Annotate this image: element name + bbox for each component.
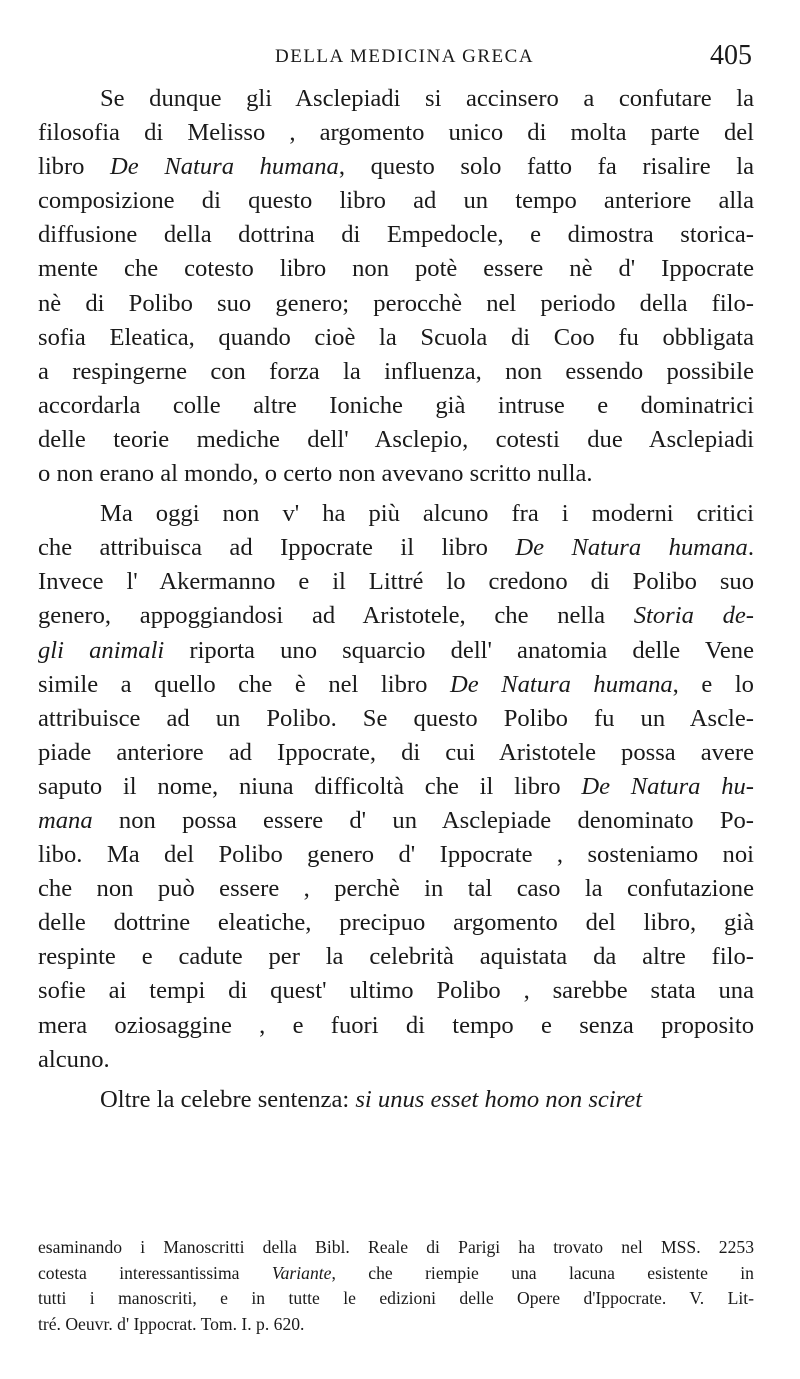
text-line: piade anteriore ad Ippocrate, di cui Aristotele possa avere bbox=[38, 738, 754, 766]
text-line: che non può essere , perchè in tal caso la confutazione bbox=[38, 875, 754, 903]
italic-title: Storia de- bbox=[633, 602, 754, 630]
text-segment: non possa essere d' un Asclepiade denominato Po- bbox=[92, 806, 754, 834]
text-segment: genero, appoggiandosi ad Aristotele, che nella bbox=[38, 602, 634, 630]
text-line: delle teorie mediche dell' Asclepio, cotesti due Asclepiadi bbox=[38, 425, 754, 453]
text-line bbox=[38, 1083, 754, 1117]
text-line: sofie ai tempi di quest' ultimo Polibo , sarebbe stata una bbox=[38, 977, 754, 1005]
italic-title: Variante bbox=[271, 1262, 332, 1283]
text-line: mente che cotesto libro non potè essere nè d' Ippocrate bbox=[38, 255, 754, 283]
text-line: mera oziosaggine , e fuori di tempo e senza proposito bbox=[38, 1011, 754, 1039]
italic-title: De Natura hu- bbox=[581, 772, 754, 800]
italic-title: mana bbox=[38, 806, 93, 834]
italic-title: gli animali bbox=[38, 636, 165, 664]
text-segment: cotesta interessantissima bbox=[38, 1262, 272, 1283]
text-segment: , che riempie una lacuna esistente in bbox=[331, 1262, 754, 1283]
text-line: nè di Polibo suo genero; perocchè nel periodo della filo- bbox=[38, 289, 754, 317]
text-line: accordarla colle altre Ioniche già intruse e dominatrici bbox=[38, 391, 754, 419]
body-text bbox=[38, 82, 754, 1117]
text-segment: riporta uno squarcio dell' anatomia delle Vene bbox=[164, 636, 754, 664]
text-segment: che attribuisca ad Ippocrate il libro bbox=[38, 534, 516, 562]
text-segment: . bbox=[747, 534, 754, 562]
text-line: Invece l' Akermanno e il Littré lo credono di Polibo suo bbox=[38, 568, 754, 596]
text-segment: simile a quello che è nel libro bbox=[38, 670, 450, 698]
text-line: libo. Ma del Polibo genero d' Ippocrate , sosteniamo noi bbox=[38, 841, 754, 869]
italic-title: De Natura humana bbox=[515, 534, 748, 562]
text-line bbox=[38, 531, 754, 565]
italic-title: si unus esset homo non sciret bbox=[355, 1085, 643, 1113]
italic-title: De Natura humana bbox=[449, 670, 673, 698]
text-line: respinte e cadute per la celebrità aquistata da altre filo- bbox=[38, 943, 754, 971]
text-line: esaminando i Manoscritti della Bibl. Reale di Parigi ha trovato nel MSS. 2253 bbox=[38, 1237, 754, 1257]
text-segment: Oltre la celebre sentenza: bbox=[100, 1085, 356, 1113]
footnote bbox=[38, 1235, 754, 1337]
text-line bbox=[38, 668, 754, 702]
italic-title: De Natura humana bbox=[110, 153, 339, 181]
text-line: alcuno. bbox=[38, 1045, 110, 1073]
running-head bbox=[0, 40, 800, 80]
text-line bbox=[38, 150, 754, 184]
text-line: Ma oggi non v' ha più alcuno fra i moderni critici bbox=[100, 500, 754, 528]
text-line: attribuisce ad un Polibo. Se questo Polibo fu un Ascle- bbox=[38, 704, 754, 732]
paragraph bbox=[38, 1083, 754, 1117]
text-segment: , e lo bbox=[672, 670, 754, 698]
text-segment: , questo solo fatto fa risalire la bbox=[338, 153, 754, 181]
text-segment: libro bbox=[38, 153, 111, 181]
text-line bbox=[38, 599, 754, 633]
text-line: filosofia di Melisso , argomento unico di molta parte del bbox=[38, 119, 754, 147]
text-line: o non erano al mondo, o certo non avevano scritto nulla. bbox=[38, 460, 593, 488]
text-line: delle dottrine eleatiche, precipuo argomento del libro, già bbox=[38, 909, 754, 937]
text-line bbox=[38, 634, 754, 668]
text-line bbox=[38, 1261, 754, 1287]
text-line: tutti i manoscriti, e in tutte le edizioni delle Opere d'Ippocrate. V. Lit- bbox=[38, 1288, 754, 1309]
text-line: sofia Eleatica, quando cioè la Scuola di Coo fu obbligata bbox=[38, 323, 754, 351]
text-line: a respingerne con forza la influenza, non essendo possibile bbox=[38, 357, 754, 385]
running-title: DELLA MEDICINA GRECA bbox=[275, 46, 535, 67]
paragraph bbox=[38, 497, 754, 1077]
text-line: diffusione della dottrina di Empedocle, e dimostra storica- bbox=[38, 221, 754, 249]
text-line: Se dunque gli Asclepiadi si accinsero a confutare la bbox=[100, 85, 754, 112]
paragraph bbox=[38, 82, 754, 491]
text-line bbox=[38, 770, 754, 804]
text-segment: saputo il nome, niuna difficoltà che il libro bbox=[38, 772, 582, 800]
text-line: tré. Oeuvr. d' Ippocrat. Tom. I. p. 620. bbox=[38, 1313, 305, 1334]
text-line bbox=[38, 804, 754, 838]
page-number: 405 bbox=[710, 40, 752, 71]
text-line: composizione di questo libro ad un tempo anteriore alla bbox=[38, 187, 754, 215]
